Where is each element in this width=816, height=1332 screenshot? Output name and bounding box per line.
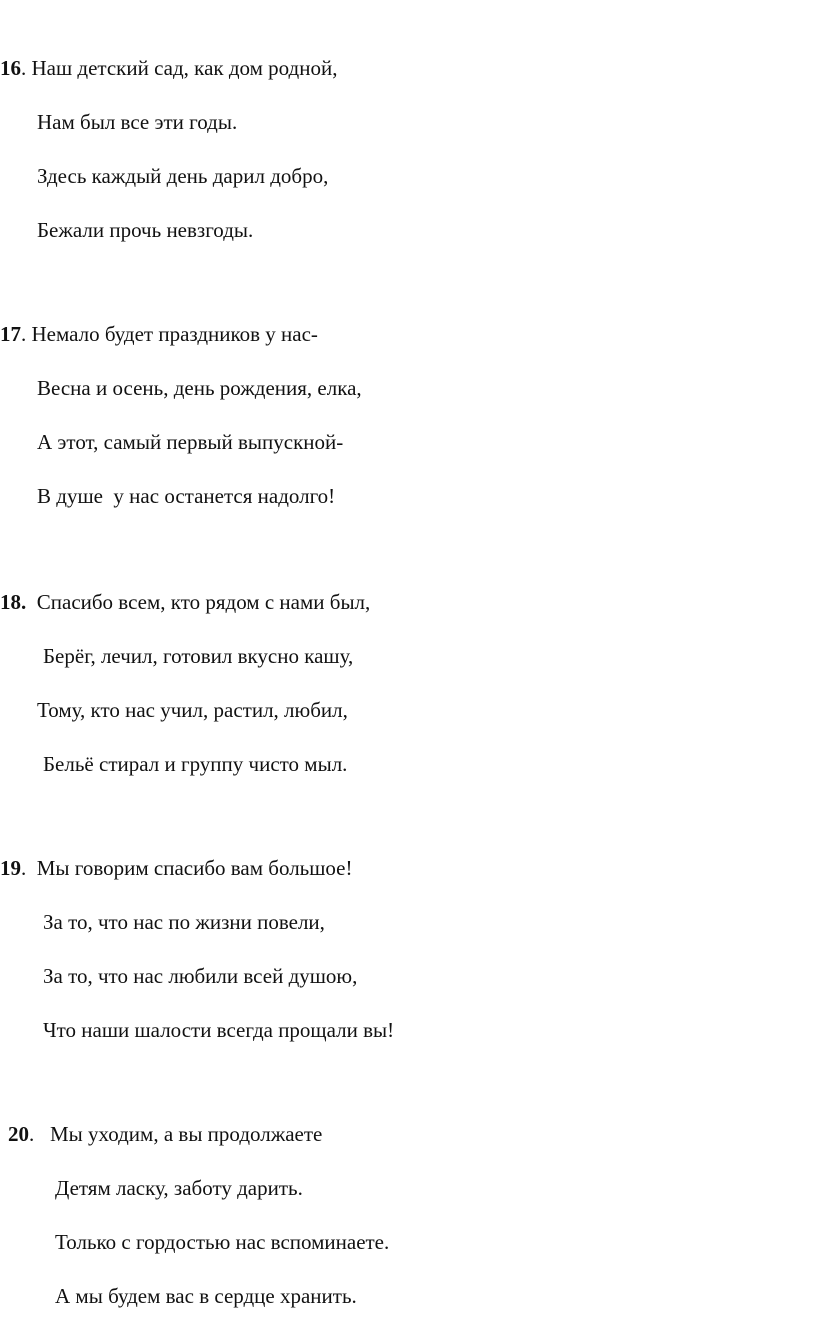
stanza-17-line-3: А этот, самый первый выпускной- <box>37 430 344 454</box>
stanza-19-line-1 <box>0 856 353 880</box>
stanza-19-line-3: За то, что нас любили всей душою, <box>43 964 358 988</box>
stanza-20-line-2: Детям ласку, заботу дарить. <box>55 1176 303 1200</box>
stanza-19-line-4: Что наши шалости всегда прощали вы! <box>43 1018 395 1042</box>
stanza-line-text: . Мы говорим спасибо вам большое! <box>21 856 353 880</box>
stanza-19-line-2: За то, что нас по жизни повели, <box>43 910 325 934</box>
stanza-number: 16 <box>0 56 21 80</box>
stanza-number: 19 <box>0 856 21 880</box>
stanza-line-text: . Мы уходим, а вы продолжаете <box>29 1122 323 1146</box>
stanza-16-line-4: Бежали прочь невзгоды. <box>37 218 254 242</box>
stanza-16-line-3: Здесь каждый день дарил добро, <box>37 164 329 188</box>
stanza-20-line-1 <box>8 1122 322 1146</box>
stanza-17-line-2: Весна и осень, день рождения, елка, <box>37 376 362 400</box>
stanza-line-text: Спасибо всем, кто рядом с нами был, <box>26 590 371 614</box>
stanza-16-line-2: Нам был все эти годы. <box>37 110 238 134</box>
stanza-18-line-2: Берёг, лечил, готовил вкусно кашу, <box>43 644 354 668</box>
stanza-18-line-1 <box>0 590 370 614</box>
stanza-number: 17 <box>0 322 21 346</box>
stanza-line-text: . Немало будет праздников у нас- <box>21 322 318 346</box>
stanza-17-line-1 <box>0 322 318 346</box>
stanza-20-line-3: Только с гордостью нас вспоминаете. <box>55 1230 390 1254</box>
stanza-line-text: . Наш детский сад, как дом родной, <box>21 56 338 80</box>
stanza-18-line-3: Тому, кто нас учил, растил, любил, <box>37 698 348 722</box>
stanza-number: 18. <box>0 590 27 614</box>
stanza-number: 20 <box>8 1122 29 1146</box>
stanza-17-line-4: В душе у нас останется надолго! <box>37 484 336 508</box>
stanza-18-line-4: Бельё стирал и группу чисто мыл. <box>43 752 348 776</box>
stanza-20-line-4: А мы будем вас в сердце хранить. <box>55 1284 357 1308</box>
stanza-16-line-1 <box>0 56 337 80</box>
